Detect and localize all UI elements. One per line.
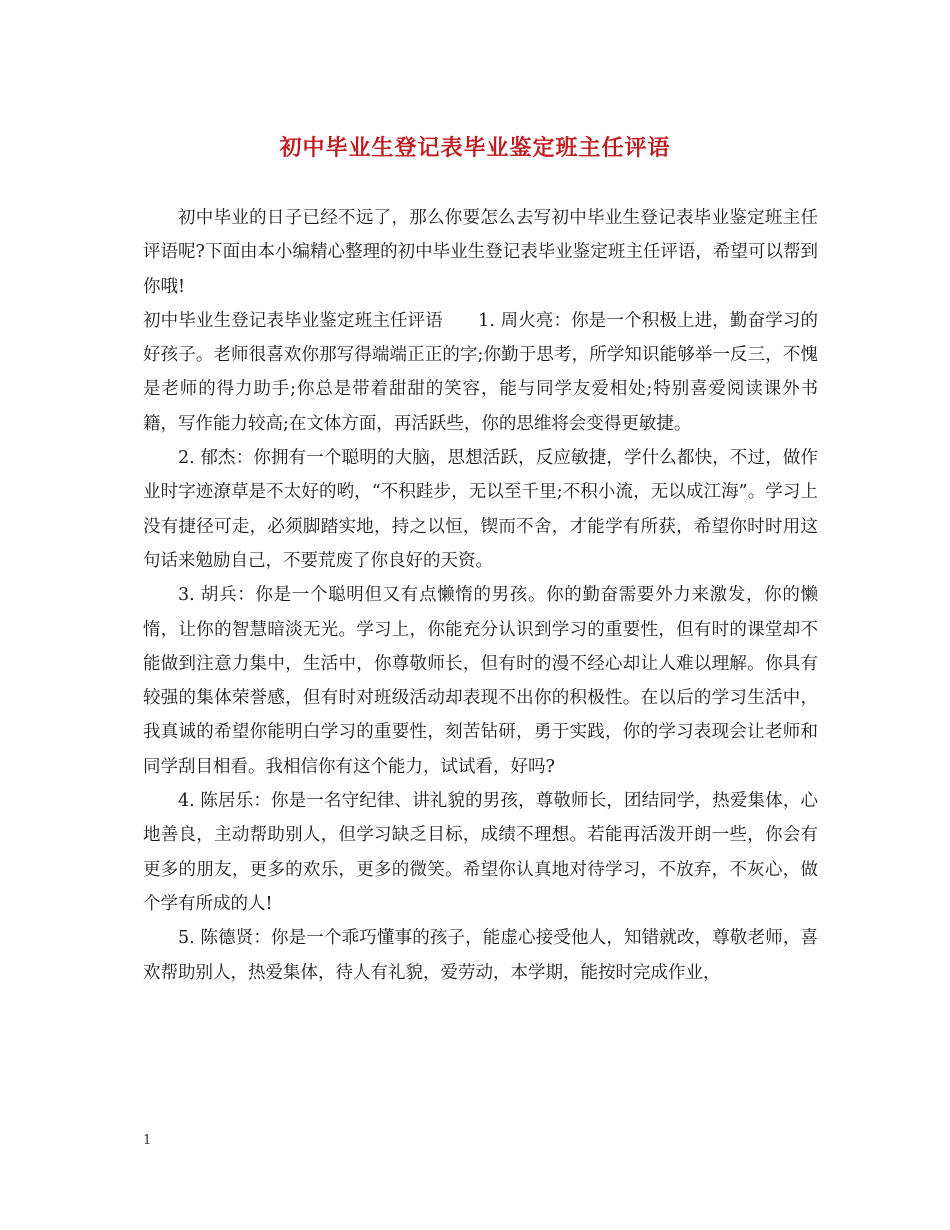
document-title: 初中毕业生登记表毕业鉴定班主任评语	[279, 135, 671, 161]
comment-paragraph-3: 3. 胡兵：你是一个聪明但又有点懒惰的男孩。你的勤奋需要外力来激发，你的懒惰，让你的智慧暗淡无光。学习上，你能充分认识到学习的重要性，但有时的课堂却不能做到注意力集中，生活中，你尊敬师长，但有时的漫不经心却让人难以理解。你具有较强的集体荣誉感，但有时对班级活动却表现不出你的积极性。在以后的学习生活中，我真诚的希望你能明白学习的重要性，刻苦钻研，勇于实践，你的学习表现会让老师和同学刮目相看。我相信你有这个能力，试试看，好吗?	[143, 585, 818, 777]
page-number: 1	[143, 1133, 152, 1148]
intro-paragraph: 初中毕业的日子已经不远了，那么你要怎么去写初中毕业生登记表毕业鉴定班主任评语呢?下面由本小编精心整理的初中毕业生登记表毕业鉴定班主任评语，希望可以帮到你哦!	[143, 208, 818, 297]
comment-paragraph-5: 5. 陈德贤：你是一个乖巧懂事的孩子，能虚心接受他人，知错就改，尊敬老师，喜欢帮助别人，热爱集体，待人有礼貌，爱劳动，本学期，能按时完成作业，	[143, 928, 818, 983]
comment-paragraph-1: 初中毕业生登记表毕业鉴定班主任评语 1. 周火亮：你是一个积极上进，勤奋学习的好孩子。老师很喜欢你那写得端端正正的字;你勤于思考，所学知识能够举一反三，不愧是老师的得力助手;你总是带着甜甜的笑容，能与同学友爱相处;特别喜爱阅读课外书籍，写作能力较高;在文体方面，再活跃些，你的思维将会变得更敏捷。	[143, 310, 818, 434]
comment-paragraph-4: 4. 陈居乐：你是一名守纪律、讲礼貌的男孩，尊敬师长，团结同学，热爱集体，心地善良，主动帮助别人，但学习缺乏目标，成绩不理想。若能再活泼开朗一些，你会有更多的朋友，更多的欢乐，更多的微笑。希望你认真地对待学习，不放弃，不灰心，做个学有所成的人!	[143, 791, 818, 914]
comment-paragraph-2: 2. 郁杰：你拥有一个聪明的大脑，思想活跃，反应敏捷，学什么都快，不过，做作业时字迹潦草是不太好的哟，“不积跬步，无以至千里;不积小流，无以成江海”。学习上没有捷径可走，必须脚踏实地，持之以恒，锲而不舍，才能学有所获，希望你时时用这句话来勉励自己，不要荒废了你良好的天资。	[143, 448, 818, 571]
document-body	[143, 201, 818, 990]
